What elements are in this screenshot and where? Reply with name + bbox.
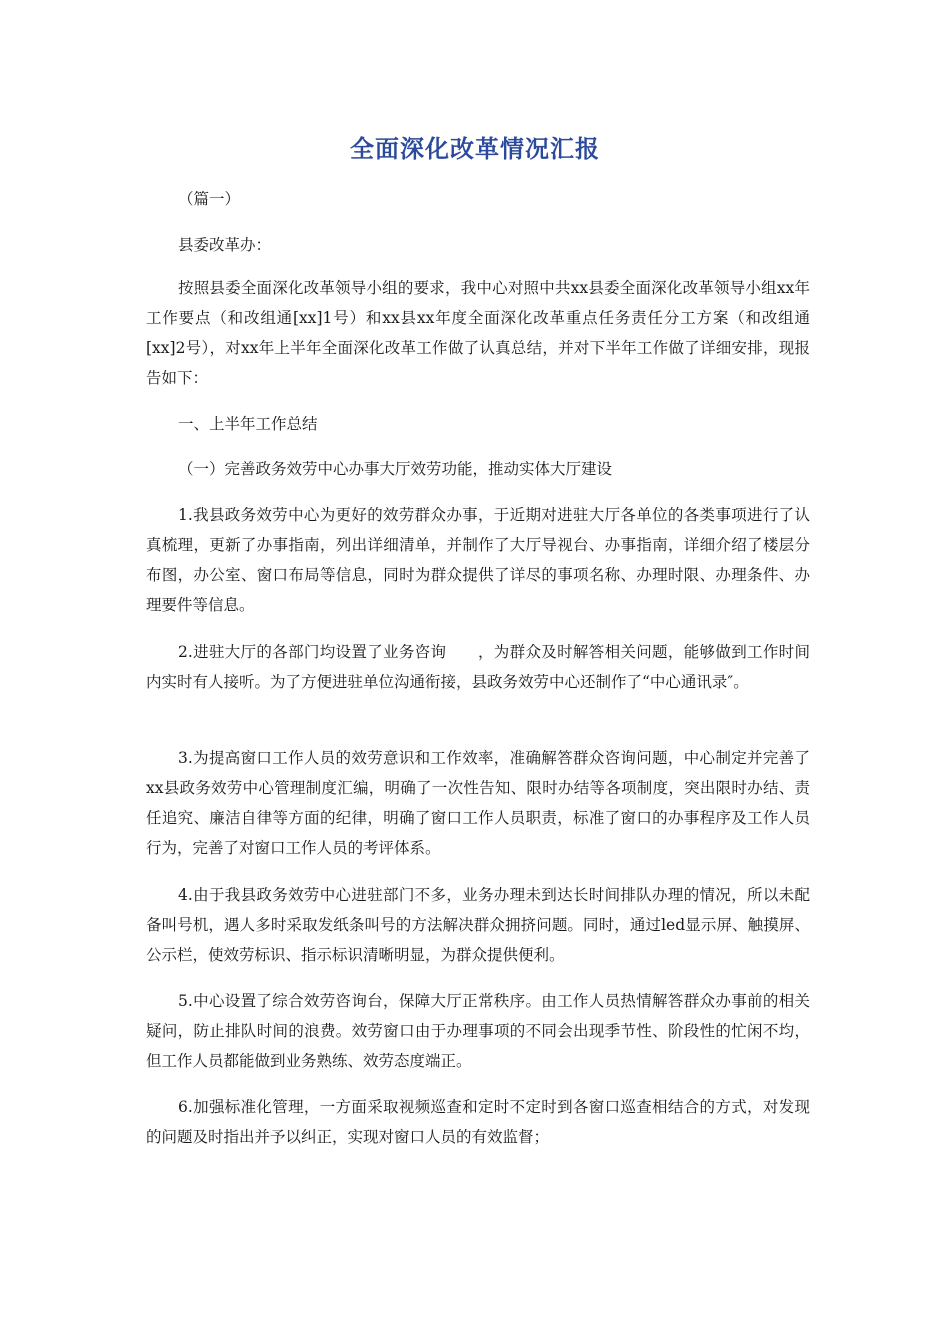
list-item-6: 6.加强标准化管理，一方面采取视频巡查和定时不定时到各窗口巡查相结合的方式，对发现的问题及时指出并予以纠正，实现对窗口人员的有效监督；	[146, 1098, 810, 1146]
subsection-heading: （一）完善政务效劳中心办事大厅效劳功能，推动实体大厅建设	[178, 460, 613, 478]
section-heading: 一、上半年工作总结	[178, 415, 318, 433]
list-item-1: 1.我县政务效劳中心为更好的效劳群众办事，于近期对进驻大厅各单位的各类事项进行了认真梳理，更新了办事指南，列出详细清单，并制作了大厅导视台、办事指南，详细介绍了楼层分布图，办公室、窗口布局等信息，同时为群众提供了详尽的事项名称、办理时限、办理条件、办理要件等信息。	[146, 506, 810, 614]
list-item-2: 2.进驻大厅的各部门均设置了业务咨询 ，为群众及时解答相关问题，能够做到工作时间内实时有人接听。为了方便进驻单位沟通衔接，县政务效劳中心还制作了“中心通讯录″。	[146, 643, 810, 691]
list-item-4: 4.由于我县政务效劳中心进驻部门不多，业务办理未到达长时间排队办理的情况，所以未配备叫号机，遇人多时采取发纸条叫号的方法解决群众拥挤问题。同时，通过led显示屏、触摸屏、公示栏，使效劳标识、指示标识清晰明显，为群众提供便利。	[146, 886, 810, 964]
addressee-line: 县委改革办：	[178, 236, 272, 254]
section-marker: （篇一）	[178, 190, 241, 208]
list-item-5: 5.中心设置了综合效劳咨询台，保障大厅正常秩序。由工作人员热情解答群众办事前的相关疑问，防止排队时间的浪费。效劳窗口由于办理事项的不同会出现季节性、阶段性的忙闲不均，但工作人员都能做到业务熟练、效劳态度端正。	[146, 992, 810, 1070]
list-item-3: 3.为提高窗口工作人员的效劳意识和工作效率，准确解答群众咨询问题，中心制定并完善了xx县政务效劳中心管理制度汇编，明确了一次性告知、限时办结等各项制度，突出限时办结、责任追究、廉洁自律等方面的纪律，明确了窗口工作人员职责，标准了窗口的办事程序及工作人员行为，完善了对窗口工作人员的考评体系。	[146, 749, 810, 857]
document-title: 全面深化改革情况汇报	[350, 135, 600, 163]
intro-paragraph: 按照县委全面深化改革领导小组的要求，我中心对照中共xx县委全面深化改革领导小组xx年工作要点（和改组通[xx]1号）和xx县xx年度全面深化改革重点任务责任分工方案（和改组通[xx]2号），对xx年上半年全面深化改革工作做了认真总结，并对下半年工作做了详细安排，现报告如下：	[146, 279, 810, 387]
